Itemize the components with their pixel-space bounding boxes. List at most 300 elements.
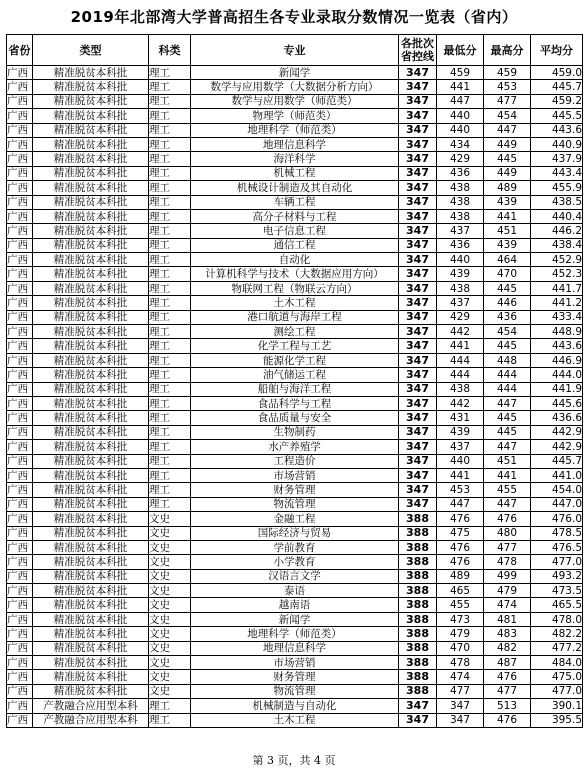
cell-province: 广西 — [7, 339, 33, 353]
cell-province: 广西 — [7, 281, 33, 295]
table-row — [7, 540, 583, 554]
cell-category: 理工 — [149, 224, 191, 238]
cell-province: 广西 — [7, 310, 33, 324]
cell-avg-score: 476.5 — [531, 540, 583, 554]
cell-major: 通信工程 — [191, 238, 399, 252]
cell-province: 广西 — [7, 526, 33, 540]
cell-province: 广西 — [7, 627, 33, 641]
table-row — [7, 627, 583, 641]
cell-major: 市场营销 — [191, 656, 399, 670]
cell-province: 广西 — [7, 670, 33, 684]
cell-avg-score: 440.4 — [531, 209, 583, 223]
cell-max-score: 447 — [484, 440, 531, 454]
table-row — [7, 181, 583, 195]
cell-type: 精准脱贫本科批 — [33, 612, 149, 626]
cell-type: 精准脱贫本科批 — [33, 497, 149, 511]
cell-category: 文史 — [149, 526, 191, 540]
cell-major: 油气储运工程 — [191, 368, 399, 382]
cell-avg-score: 452.3 — [531, 267, 583, 281]
cell-major: 地理信息科学 — [191, 137, 399, 151]
cell-province: 广西 — [7, 238, 33, 252]
cell-min-score: 347 — [437, 699, 484, 713]
cell-type: 精准脱贫本科批 — [33, 483, 149, 497]
cell-type: 精准脱贫本科批 — [33, 339, 149, 353]
cell-avg-score: 447.0 — [531, 497, 583, 511]
cell-province: 广西 — [7, 267, 33, 281]
cell-major: 食品科学与工程 — [191, 396, 399, 410]
cell-avg-score: 442.9 — [531, 440, 583, 454]
cell-min-score: 440 — [437, 253, 484, 267]
cell-province: 广西 — [7, 195, 33, 209]
cell-min-score: 447 — [437, 497, 484, 511]
cell-major: 数学与应用数学（师范类） — [191, 94, 399, 108]
cell-max-score: 481 — [484, 612, 531, 626]
cell-province: 广西 — [7, 641, 33, 655]
table-row — [7, 396, 583, 410]
cell-type: 精准脱贫本科批 — [33, 670, 149, 684]
cell-province: 广西 — [7, 454, 33, 468]
table-body — [7, 66, 583, 728]
cell-province: 广西 — [7, 181, 33, 195]
cell-major: 学前教育 — [191, 540, 399, 554]
cell-max-score: 477 — [484, 94, 531, 108]
cell-control-line: 347 — [399, 310, 437, 324]
cell-type: 精准脱贫本科批 — [33, 310, 149, 324]
cell-major: 化学工程与工艺 — [191, 339, 399, 353]
cell-avg-score: 484.0 — [531, 656, 583, 670]
cell-category: 文史 — [149, 555, 191, 569]
cell-min-score: 455 — [437, 598, 484, 612]
cell-category: 理工 — [149, 339, 191, 353]
cell-control-line: 388 — [399, 569, 437, 583]
cell-min-score: 429 — [437, 310, 484, 324]
cell-min-score: 437 — [437, 224, 484, 238]
cell-max-score: 470 — [484, 267, 531, 281]
cell-province: 广西 — [7, 109, 33, 123]
cell-max-score: 445 — [484, 281, 531, 295]
cell-min-score: 442 — [437, 396, 484, 410]
cell-avg-score: 478.0 — [531, 612, 583, 626]
cell-major: 新闻学 — [191, 612, 399, 626]
cell-max-score: 464 — [484, 253, 531, 267]
cell-category: 文史 — [149, 584, 191, 598]
header-major: 专业 — [191, 35, 399, 66]
cell-province: 广西 — [7, 66, 33, 80]
table-row — [7, 440, 583, 454]
cell-province: 广西 — [7, 584, 33, 598]
cell-province: 广西 — [7, 440, 33, 454]
cell-category: 理工 — [149, 267, 191, 281]
cell-major: 测绘工程 — [191, 325, 399, 339]
cell-major: 物流管理 — [191, 497, 399, 511]
cell-avg-score: 438.5 — [531, 195, 583, 209]
cell-category: 理工 — [149, 440, 191, 454]
cell-type: 精准脱贫本科批 — [33, 468, 149, 482]
cell-avg-score: 475.0 — [531, 670, 583, 684]
table-row — [7, 238, 583, 252]
cell-category: 理工 — [149, 137, 191, 151]
cell-category: 文史 — [149, 627, 191, 641]
cell-province: 广西 — [7, 497, 33, 511]
cell-avg-score: 445.7 — [531, 80, 583, 94]
cell-max-score: 459 — [484, 66, 531, 80]
cell-province: 广西 — [7, 325, 33, 339]
cell-avg-score: 452.9 — [531, 253, 583, 267]
cell-avg-score: 395.5 — [531, 713, 583, 727]
cell-major: 自动化 — [191, 253, 399, 267]
cell-min-score: 489 — [437, 569, 484, 583]
cell-type: 精准脱贫本科批 — [33, 641, 149, 655]
table-row — [7, 310, 583, 324]
cell-major: 水产养殖学 — [191, 440, 399, 454]
table-row — [7, 584, 583, 598]
cell-province: 广西 — [7, 425, 33, 439]
cell-control-line: 388 — [399, 598, 437, 612]
cell-province: 广西 — [7, 80, 33, 94]
cell-max-score: 439 — [484, 195, 531, 209]
table-row — [7, 109, 583, 123]
cell-min-score: 459 — [437, 66, 484, 80]
cell-min-score: 441 — [437, 80, 484, 94]
cell-avg-score: 441.9 — [531, 382, 583, 396]
cell-min-score: 479 — [437, 627, 484, 641]
cell-max-score: 444 — [484, 368, 531, 382]
cell-control-line: 347 — [399, 109, 437, 123]
cell-max-score: 482 — [484, 641, 531, 655]
cell-major: 数学与应用数学（大数据分析方向） — [191, 80, 399, 94]
cell-min-score: 437 — [437, 440, 484, 454]
cell-type: 精准脱贫本科批 — [33, 540, 149, 554]
header-category: 科类 — [149, 35, 191, 66]
cell-avg-score: 441.0 — [531, 468, 583, 482]
cell-province: 广西 — [7, 699, 33, 713]
cell-category: 理工 — [149, 166, 191, 180]
cell-province: 广西 — [7, 411, 33, 425]
cell-max-score: 445 — [484, 339, 531, 353]
cell-avg-score: 438.4 — [531, 238, 583, 252]
cell-type: 精准脱贫本科批 — [33, 238, 149, 252]
cell-avg-score: 440.9 — [531, 137, 583, 151]
cell-control-line: 388 — [399, 512, 437, 526]
cell-category: 文史 — [149, 569, 191, 583]
cell-min-score: 478 — [437, 656, 484, 670]
cell-category: 理工 — [149, 425, 191, 439]
cell-major: 机械制造与自动化 — [191, 699, 399, 713]
cell-control-line: 347 — [399, 425, 437, 439]
table-row — [7, 152, 583, 166]
cell-category: 理工 — [149, 454, 191, 468]
cell-category: 文史 — [149, 598, 191, 612]
cell-type: 精准脱贫本科批 — [33, 569, 149, 583]
cell-min-score: 438 — [437, 209, 484, 223]
cell-max-score: 453 — [484, 80, 531, 94]
cell-type: 精准脱贫本科批 — [33, 526, 149, 540]
cell-province: 广西 — [7, 382, 33, 396]
cell-province: 广西 — [7, 396, 33, 410]
cell-province: 广西 — [7, 555, 33, 569]
table-header-row — [7, 35, 583, 66]
cell-control-line: 347 — [399, 267, 437, 281]
cell-category: 理工 — [149, 325, 191, 339]
cell-max-score: 479 — [484, 584, 531, 598]
table-row — [7, 512, 583, 526]
table-row — [7, 281, 583, 295]
cell-control-line: 347 — [399, 699, 437, 713]
cell-avg-score: 443.6 — [531, 123, 583, 137]
cell-avg-score: 436.6 — [531, 411, 583, 425]
cell-province: 广西 — [7, 713, 33, 727]
cell-max-score: 454 — [484, 325, 531, 339]
cell-min-score: 438 — [437, 281, 484, 295]
cell-avg-score: 477.0 — [531, 684, 583, 698]
cell-max-score: 477 — [484, 540, 531, 554]
cell-avg-score: 493.2 — [531, 569, 583, 583]
cell-type: 精准脱贫本科批 — [33, 382, 149, 396]
cell-major: 物流管理 — [191, 684, 399, 698]
cell-min-score: 475 — [437, 526, 484, 540]
cell-control-line: 347 — [399, 296, 437, 310]
cell-avg-score: 433.4 — [531, 310, 583, 324]
cell-max-score: 441 — [484, 209, 531, 223]
cell-control-line: 388 — [399, 656, 437, 670]
table-row — [7, 137, 583, 151]
cell-type: 精准脱贫本科批 — [33, 166, 149, 180]
cell-type: 精准脱贫本科批 — [33, 137, 149, 151]
cell-control-line: 388 — [399, 612, 437, 626]
cell-max-score: 451 — [484, 224, 531, 238]
cell-major: 生物制药 — [191, 425, 399, 439]
cell-max-score: 476 — [484, 670, 531, 684]
cell-major: 车辆工程 — [191, 195, 399, 209]
table-row — [7, 454, 583, 468]
cell-control-line: 347 — [399, 181, 437, 195]
cell-type: 精准脱贫本科批 — [33, 425, 149, 439]
cell-major: 地理科学（师范类） — [191, 627, 399, 641]
cell-control-line: 347 — [399, 454, 437, 468]
cell-province: 广西 — [7, 296, 33, 310]
cell-major: 财务管理 — [191, 670, 399, 684]
cell-major: 机械设计制造及其自动化 — [191, 181, 399, 195]
cell-major: 土木工程 — [191, 713, 399, 727]
cell-category: 理工 — [149, 181, 191, 195]
table-row — [7, 411, 583, 425]
cell-control-line: 347 — [399, 396, 437, 410]
cell-type: 精准脱贫本科批 — [33, 353, 149, 367]
cell-control-line: 347 — [399, 66, 437, 80]
cell-control-line: 347 — [399, 166, 437, 180]
cell-category: 理工 — [149, 368, 191, 382]
table-row — [7, 267, 583, 281]
cell-avg-score: 437.9 — [531, 152, 583, 166]
cell-avg-score: 478.5 — [531, 526, 583, 540]
cell-category: 理工 — [149, 396, 191, 410]
table-row — [7, 598, 583, 612]
cell-province: 广西 — [7, 224, 33, 238]
cell-province: 广西 — [7, 123, 33, 137]
cell-max-score: 478 — [484, 555, 531, 569]
cell-province: 广西 — [7, 612, 33, 626]
cell-province: 广西 — [7, 253, 33, 267]
table-row — [7, 569, 583, 583]
cell-max-score: 441 — [484, 468, 531, 482]
cell-category: 理工 — [149, 123, 191, 137]
cell-min-score: 437 — [437, 296, 484, 310]
table-row — [7, 224, 583, 238]
cell-category: 理工 — [149, 80, 191, 94]
cell-major: 新闻学 — [191, 66, 399, 80]
cell-category: 理工 — [149, 310, 191, 324]
cell-control-line: 388 — [399, 555, 437, 569]
table-row — [7, 555, 583, 569]
cell-avg-score: 459.2 — [531, 94, 583, 108]
cell-province: 广西 — [7, 540, 33, 554]
cell-min-score: 436 — [437, 238, 484, 252]
table-row — [7, 209, 583, 223]
cell-major: 物联网工程（物联云方向） — [191, 281, 399, 295]
cell-min-score: 476 — [437, 555, 484, 569]
table-row — [7, 353, 583, 367]
header-province: 省份 — [7, 35, 33, 66]
cell-type: 精准脱贫本科批 — [33, 584, 149, 598]
cell-max-score: 445 — [484, 411, 531, 425]
cell-major: 海洋科学 — [191, 152, 399, 166]
cell-avg-score: 454.0 — [531, 483, 583, 497]
cell-control-line: 388 — [399, 526, 437, 540]
cell-province: 广西 — [7, 483, 33, 497]
cell-min-score: 431 — [437, 411, 484, 425]
cell-major: 计算机科学与技术（大数据应用方向） — [191, 267, 399, 281]
header-max-score: 最高分 — [484, 35, 531, 66]
cell-max-score: 445 — [484, 425, 531, 439]
table-row — [7, 296, 583, 310]
cell-type: 精准脱贫本科批 — [33, 684, 149, 698]
cell-category: 理工 — [149, 483, 191, 497]
cell-major: 越南语 — [191, 598, 399, 612]
cell-avg-score: 443.4 — [531, 166, 583, 180]
cell-avg-score: 443.6 — [531, 339, 583, 353]
cell-type: 精准脱贫本科批 — [33, 440, 149, 454]
cell-major: 地理科学（师范类） — [191, 123, 399, 137]
header-avg-score: 平均分 — [531, 35, 583, 66]
cell-control-line: 347 — [399, 253, 437, 267]
cell-type: 精准脱贫本科批 — [33, 368, 149, 382]
cell-min-score: 470 — [437, 641, 484, 655]
cell-min-score: 441 — [437, 339, 484, 353]
cell-type: 精准脱贫本科批 — [33, 325, 149, 339]
cell-type: 精准脱贫本科批 — [33, 195, 149, 209]
cell-min-score: 429 — [437, 152, 484, 166]
cell-category: 理工 — [149, 209, 191, 223]
cell-province: 广西 — [7, 137, 33, 151]
cell-max-score: 444 — [484, 382, 531, 396]
table-row — [7, 123, 583, 137]
cell-major: 电子信息工程 — [191, 224, 399, 238]
cell-control-line: 347 — [399, 238, 437, 252]
cell-control-line: 347 — [399, 339, 437, 353]
cell-avg-score: 445.6 — [531, 396, 583, 410]
cell-min-score: 347 — [437, 713, 484, 727]
table-row — [7, 94, 583, 108]
cell-min-score: 476 — [437, 540, 484, 554]
table-row — [7, 641, 583, 655]
table-row — [7, 526, 583, 540]
cell-major: 国际经济与贸易 — [191, 526, 399, 540]
cell-control-line: 347 — [399, 713, 437, 727]
cell-avg-score: 459.0 — [531, 66, 583, 80]
cell-major: 土木工程 — [191, 296, 399, 310]
cell-min-score: 473 — [437, 612, 484, 626]
cell-type: 精准脱贫本科批 — [33, 598, 149, 612]
cell-avg-score: 482.2 — [531, 627, 583, 641]
cell-type: 精准脱贫本科批 — [33, 396, 149, 410]
cell-control-line: 347 — [399, 209, 437, 223]
table-row — [7, 425, 583, 439]
cell-control-line: 347 — [399, 224, 437, 238]
cell-max-score: 448 — [484, 353, 531, 367]
cell-category: 文史 — [149, 612, 191, 626]
cell-major: 泰语 — [191, 584, 399, 598]
table-row — [7, 699, 583, 713]
cell-major: 地理信息科学 — [191, 641, 399, 655]
cell-avg-score: 445.7 — [531, 454, 583, 468]
table-row — [7, 713, 583, 727]
table-row — [7, 66, 583, 80]
cell-province: 广西 — [7, 368, 33, 382]
cell-major: 市场营销 — [191, 468, 399, 482]
table-row — [7, 325, 583, 339]
cell-min-score: 440 — [437, 454, 484, 468]
cell-type: 精准脱贫本科批 — [33, 109, 149, 123]
cell-min-score: 440 — [437, 109, 484, 123]
cell-control-line: 347 — [399, 497, 437, 511]
cell-max-score: 499 — [484, 569, 531, 583]
cell-control-line: 388 — [399, 684, 437, 698]
cell-max-score: 449 — [484, 137, 531, 151]
cell-type: 精准脱贫本科批 — [33, 181, 149, 195]
cell-max-score: 436 — [484, 310, 531, 324]
cell-type: 产教融合应用型本科 — [33, 699, 149, 713]
cell-max-score: 474 — [484, 598, 531, 612]
cell-type: 精准脱贫本科批 — [33, 80, 149, 94]
cell-max-score: 480 — [484, 526, 531, 540]
cell-avg-score: 455.9 — [531, 181, 583, 195]
cell-category: 理工 — [149, 296, 191, 310]
cell-type: 精准脱贫本科批 — [33, 123, 149, 137]
cell-province: 广西 — [7, 94, 33, 108]
cell-major: 物理学（师范类） — [191, 109, 399, 123]
cell-province: 广西 — [7, 166, 33, 180]
cell-province: 广西 — [7, 656, 33, 670]
cell-province: 广西 — [7, 152, 33, 166]
table-row — [7, 670, 583, 684]
cell-category: 理工 — [149, 152, 191, 166]
cell-min-score: 439 — [437, 267, 484, 281]
admission-score-table — [6, 34, 583, 728]
cell-category: 文史 — [149, 540, 191, 554]
cell-avg-score: 476.0 — [531, 512, 583, 526]
cell-category: 理工 — [149, 468, 191, 482]
table-row — [7, 80, 583, 94]
table-row — [7, 468, 583, 482]
page-footer: 第 3 页，共 4 页 — [252, 754, 336, 767]
cell-avg-score: 446.9 — [531, 353, 583, 367]
cell-major: 船舶与海洋工程 — [191, 382, 399, 396]
cell-min-score: 447 — [437, 94, 484, 108]
table-row — [7, 382, 583, 396]
cell-max-score: 451 — [484, 454, 531, 468]
cell-avg-score: 465.5 — [531, 598, 583, 612]
cell-control-line: 347 — [399, 468, 437, 482]
